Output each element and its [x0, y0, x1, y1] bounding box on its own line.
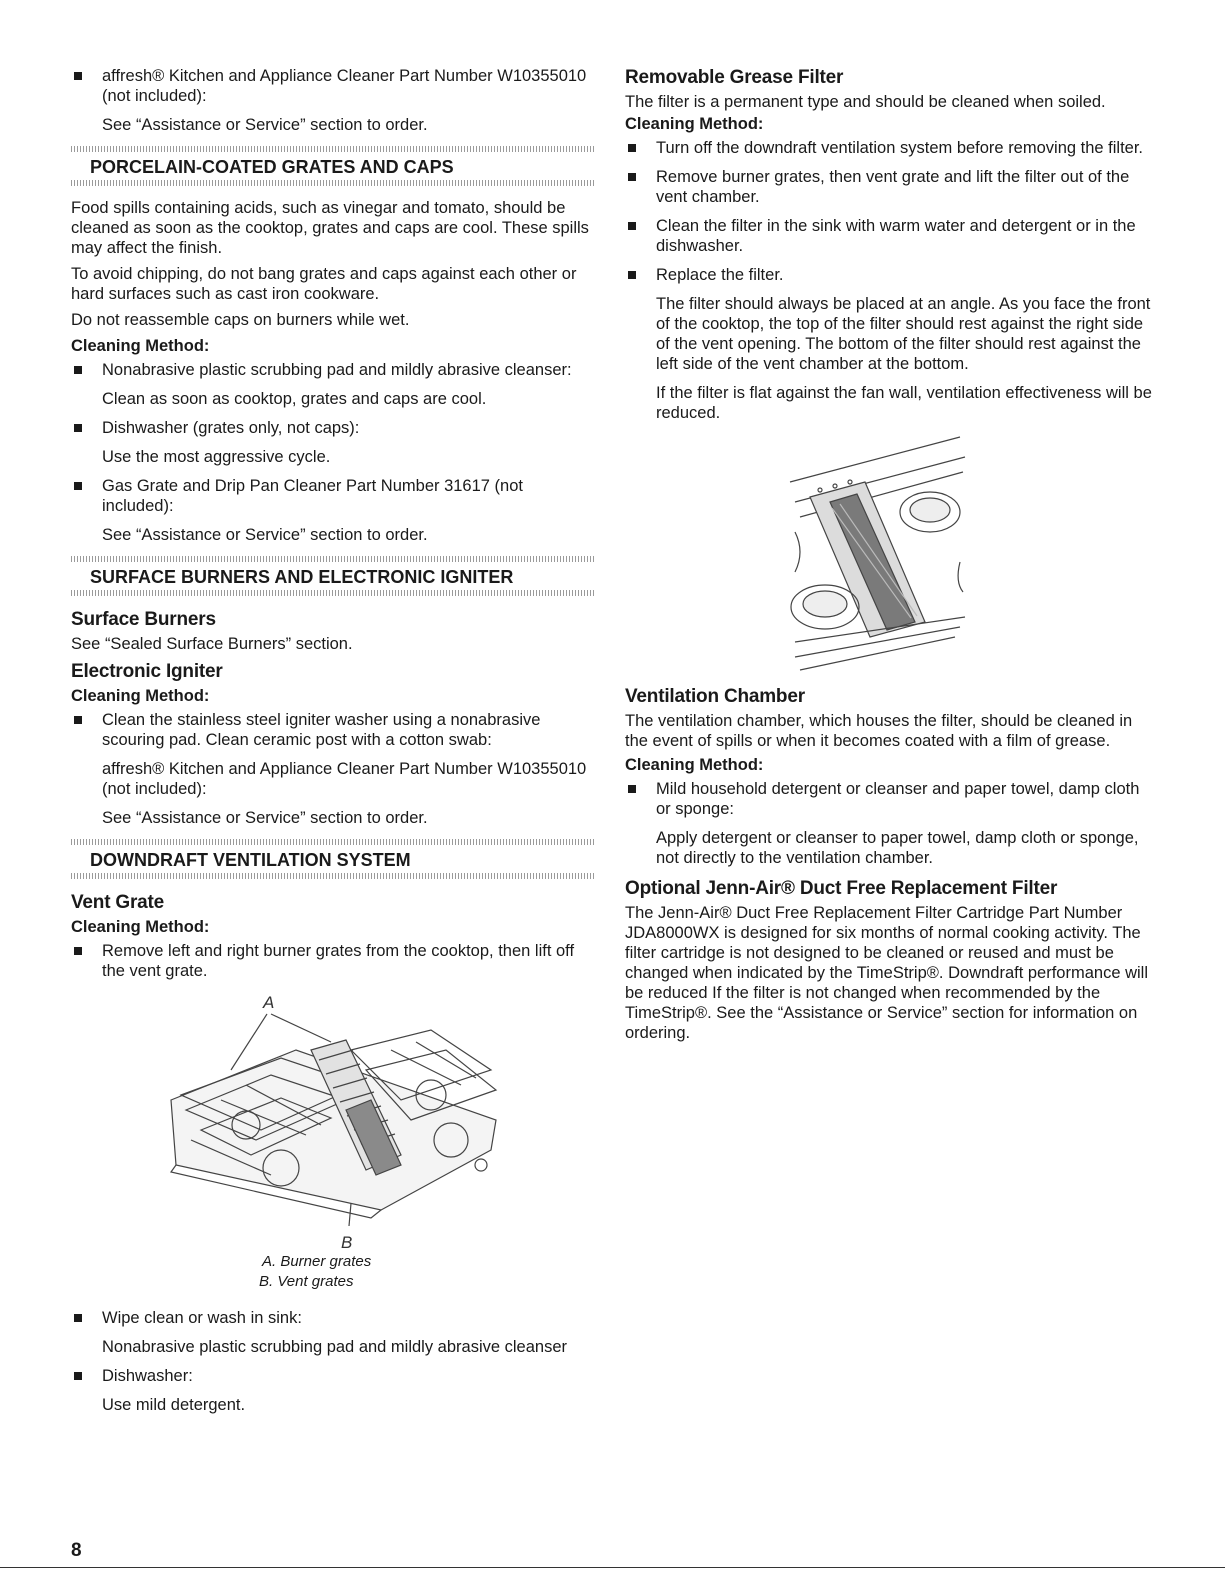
hatch-rule [71, 590, 595, 596]
cooktop-grates-figure [71, 990, 595, 1252]
hatch-rule [71, 556, 595, 562]
subheading: Optional Jenn-Air® Duct Free Replacement Filter [625, 878, 1058, 899]
vent-filter-illustration [625, 432, 1155, 677]
list-item-detail: Nonabrasive plastic scrubbing pad and mildly abrasive cleanser [102, 1338, 567, 1356]
cooktop-grates-illustration [71, 990, 595, 1252]
section-header [71, 146, 595, 186]
cleaning-method-label: Cleaning Method: [625, 756, 764, 774]
cleaning-method-label: Cleaning Method: [625, 115, 764, 133]
subheading: Vent Grate [71, 892, 165, 913]
list-item: Mild household detergent or cleanser and paper towel, damp cloth or sponge: [625, 779, 1155, 819]
figure-caption-b: B. Vent grates [259, 1273, 354, 1290]
paragraph: Do not reassemble caps on burners while wet. [71, 311, 410, 329]
paragraph: Food spills containing acids, such as vinegar and tomato, should be cleaned as soon as the cooktop, grates and caps are cool. These spills may affect the finish. [71, 199, 589, 257]
list-item: Remove burner grates, then vent grate and lift the filter out of the vent chamber. [625, 167, 1155, 207]
subheading: Electronic Igniter [71, 661, 223, 682]
list-item: Gas Grate and Drip Pan Cleaner Part Number 31617 (not included): [71, 476, 595, 516]
list-item: Wipe clean or wash in sink: [71, 1308, 595, 1328]
bottom-rule [0, 1567, 1225, 1568]
subheading: Removable Grease Filter [625, 67, 844, 88]
paragraph: See “Sealed Surface Burners” section. [71, 635, 353, 653]
cleaning-method-label: Cleaning Method: [71, 918, 210, 936]
figure-caption-a: A. Burner grates [262, 1253, 372, 1270]
list-item-detail: Clean as soon as cooktop, grates and caps are cool. [102, 390, 487, 408]
vent-filter-figure [625, 432, 1155, 677]
list-item: Remove left and right burner grates from the cooktop, then lift off the vent grate. [71, 941, 595, 981]
list-item: Clean the filter in the sink with warm water and detergent or in the dishwasher. [625, 216, 1155, 256]
list-item: Replace the filter. [625, 265, 1155, 285]
section-header [71, 839, 595, 879]
hatch-rule [71, 146, 595, 152]
paragraph: The filter is a permanent type and should be cleaned when soiled. [625, 93, 1106, 111]
list-item: Clean the stainless steel igniter washer using a nonabrasive scouring pad. Clean ceramic post with a cotton swab: [71, 710, 595, 750]
figure-label-a: A [263, 993, 275, 1012]
list-item-detail: The filter should always be placed at an angle. As you face the front of the cooktop, the top of the filter should rest against the right side of the vent opening. The bottom of the filter should rest against the left side of the vent chamber at the bottom. [656, 295, 1151, 373]
left-column [71, 66, 595, 1424]
cleaning-method-label: Cleaning Method: [71, 337, 210, 355]
section-title: SURFACE BURNERS AND ELECTRONIC IGNITER [90, 567, 514, 587]
list-item-detail: Use the most aggressive cycle. [102, 448, 331, 466]
paragraph: The ventilation chamber, which houses the filter, should be cleaned in the event of spills or when it becomes coated with a film of grease. [625, 712, 1133, 750]
cleaning-method-label: Cleaning Method: [71, 687, 210, 705]
section-header [71, 556, 595, 596]
list-item-detail: Use mild detergent. [102, 1396, 246, 1414]
section-title: DOWNDRAFT VENTILATION SYSTEM [90, 850, 411, 870]
list-item-detail: If the filter is flat against the fan wall, ventilation effectiveness will be reduced. [656, 384, 1152, 422]
section-title: PORCELAIN-COATED GRATES AND CAPS [90, 157, 454, 177]
list-item: Dishwasher (grates only, not caps): [71, 418, 595, 438]
hatch-rule [71, 839, 595, 845]
subheading: Ventilation Chamber [625, 686, 805, 707]
list-item-detail: See “Assistance or Service” section to order. [102, 116, 428, 134]
figure-label-b: B [341, 1233, 353, 1252]
list-item-detail: Apply detergent or cleanser to paper towel, damp cloth or sponge, not directly to the ventilation chamber. [656, 829, 1139, 867]
list-item: affresh® Kitchen and Appliance Cleaner Part Number W10355010 (not included): [71, 66, 595, 106]
list-item-detail: affresh® Kitchen and Appliance Cleaner Part Number W10355010 (not included): [102, 760, 587, 798]
hatch-rule [71, 873, 595, 879]
right-column [625, 66, 1155, 1049]
list-item: Nonabrasive plastic scrubbing pad and mildly abrasive cleanser: [71, 360, 595, 380]
page-number: 8 [71, 1540, 82, 1561]
hatch-rule [71, 180, 595, 186]
subheading: Surface Burners [71, 609, 216, 630]
list-item: Turn off the downdraft ventilation system before removing the filter. [625, 138, 1155, 158]
list-item-detail: See “Assistance or Service” section to order. [102, 526, 428, 544]
list-item-detail: See “Assistance or Service” section to order. [102, 809, 428, 827]
paragraph: To avoid chipping, do not bang grates and caps against each other or hard surfaces such as cast iron cookware. [71, 265, 577, 303]
list-item: Dishwasher: [71, 1366, 595, 1386]
paragraph: The Jenn-Air® Duct Free Replacement Filter Cartridge Part Number JDA8000WX is designed for six months of normal cooking activity. The filter cartridge is not designed to be cleaned or reused and must be changed when indicated by the TimeStrip®. Downdraft performance will be reduced If the filter is not changed when recommended by the TimeStrip®. See the “Assistance or Service” section for information on ordering. [625, 904, 1149, 1042]
